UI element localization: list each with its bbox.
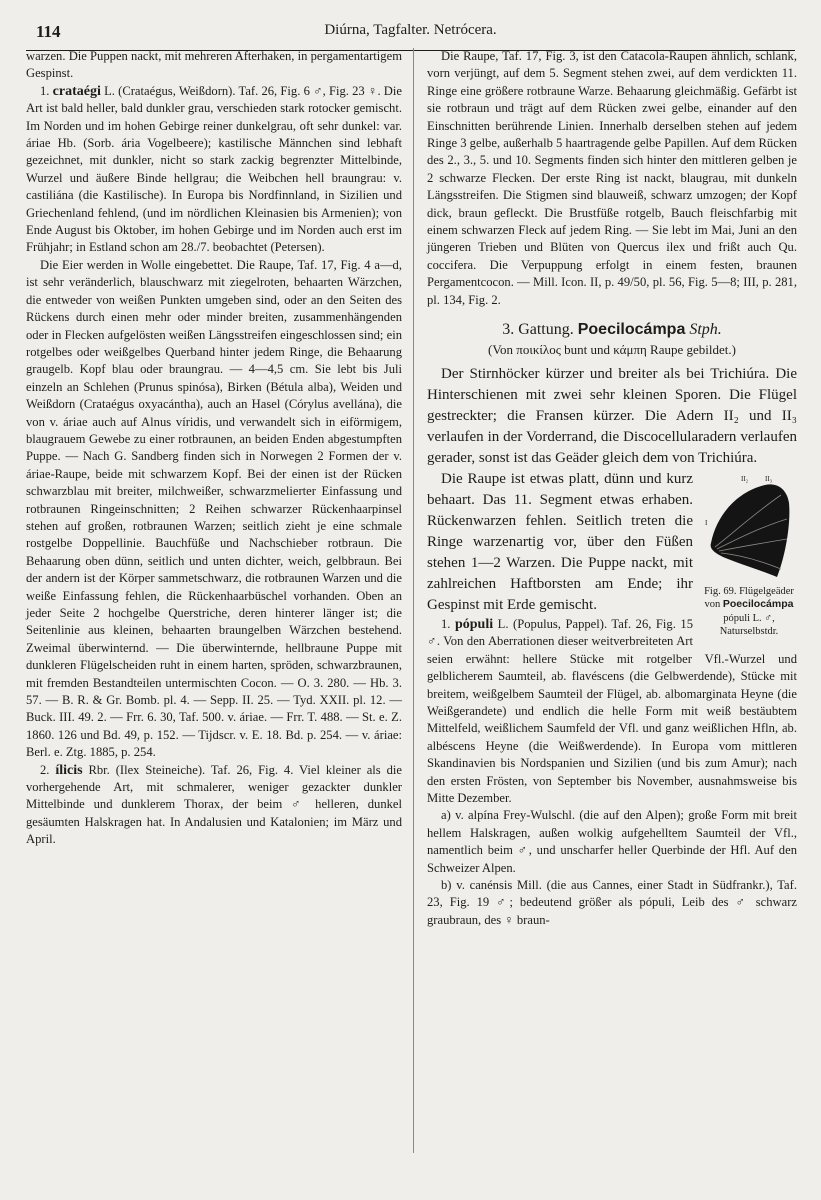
genus-etymology: (Von ποικίλος bunt und κάμπη Raupe gebildet.): [488, 341, 736, 357]
vein-label: I: [705, 518, 708, 527]
variety-alpina: a) v. alpína Frey-Wulschl. (die auf den Alpen); große Form mit breit hellem Halskragen, außen wolkig aufgehelltem Saumteil der Vfl., namentlich beim ♂, und unscharfer heller Querbinde der Hfl. Auf den Schweizer Alpen.: [427, 808, 797, 875]
left-column: [26, 48, 402, 849]
species-entry-ilicis: [26, 762, 402, 849]
running-title: Diúrna, Tagfalter. Netrócera.: [324, 22, 497, 38]
species-text: L. (Populus, Pappel). Taf. 26, Fig. 15 ♂. Von den Aberrationen dieser weitverbreiteten Art seien erwähnt: hellere Stücke mit rotgelber Vfl.-Wurzel und gelblicherem Saumteil, ab. flavéscens (die Gelbwerdende), Stücke mit breitem, weißgelbem Saumteil der Flügel, ab. albomarginata Heyne (die Weißgerandete) und endlich die helle Form mit weiß bestäubtem Mittelfeld, weißlichem Saumfeld der Vfl. und ganz weißlichen Hfln, ab. albéscens Heyne (die Weißwerdende). In Europa vom mittleren Skandinavien bis Nordspanien und Sizilien (und bis zum Amur); nach den ersten Frösten, von September bis November, ausnahmsweise bis Mitte Dezember.: [427, 616, 797, 805]
genus-number: 3. Gattung.: [502, 321, 574, 339]
species-name: ílicis: [55, 762, 83, 778]
species-number: 1.: [40, 83, 50, 98]
vein-label: II₂: [741, 474, 749, 483]
paragraph-larva-ilicis: Die Raupe, Taf. 17, Fig. 3, ist den Catacola-Raupen ähnlich, schlank, vorn verjüngt, auf dem 5. Segment stehen zwei, auf dem verdickten 11. Ringe eine größere rotbraune Warze. Behaarung gleichmäßig. Gefärbt ist sie rotbraun und trägt auf dem Rücken zwei gelbe, einander auf den Einschnitten berührende Linien. Innerhalb derselben stehen auf jedem Ringe 3 gelbe, außerhalb 5 haartragende gelbe Papillen. Auf dem Rücken des 2., 3., 5. und 10. Segments finden sich hinter den mittleren gelben je 2 schwarze Flecken. Der erste Ring ist nackt, blaugrau, mit dunkeln Längsstreifen. Die Stigmen sind blauweiß, schwarz umzogen; der Kopf dick, braun gefleckt. Die Brustfüße rotgelb, Bauch fleischfarbig mit einem schwarzen Fleck auf jedem Ring. — Sie lebt im Mai, Juni an den jüngeren Trieben und Blüten von Quercus ilex und frißt auch Qu. coccifera. Die Verpuppung erfolgt in einem festen, braunen Pergamentcocon. — Mill. Icon. II, p. 49/50, pl. 56, Fig. 5—8; III, p. 281, pl. 134, Fig. 2.: [427, 49, 797, 307]
figure-wing-venation: [701, 473, 797, 639]
column-divider: [413, 48, 414, 1153]
variety-canensis: b) v. canénsis Mill. (die aus Cannes, einer Stadt in Südfrankr.), Taf. 23, Fig. 19 ♂; bedeutend größer als pópuli, Leib des ♂ schwarz graubraun, des ♀ braun-: [427, 878, 797, 927]
paragraph-genus-description: Der Stirnhöcker kürzer und breiter als bei Trichiúra. Die Hinterschienen mit zwei sehr kleinen Sporen. Die Flügel gestreckter; die Fransen kürzer. Die Adern II₂ und II₃ verlaufen in der Vorderrand, die Discocellularadern verlaufen gerader, sonst ist das Geäder gleich dem von Trichiúra.: [427, 365, 797, 466]
species-entry-populi: [427, 616, 797, 807]
species-number: 1.: [441, 616, 451, 631]
page-header: [26, 18, 795, 44]
caption-genus: Poecilocámpa: [722, 598, 794, 611]
wing-venation-image: [703, 473, 795, 585]
vein-label: II₃: [765, 474, 773, 483]
caption-prefix: Fig. 69. Flügelgeäder von: [704, 585, 794, 611]
species-name: pópuli: [454, 616, 494, 632]
genus-heading: [427, 321, 797, 338]
genus-name: Poecilocámpa: [577, 321, 686, 339]
right-column: [427, 48, 797, 929]
species-text: L. (Crataégus, Weißdorn). Taf. 26, Fig. 6 ♂, Fig. 23 ♀. Die Art ist bald heller, bald dunkler grau, verschieden stark rotocker gemischt. Im Norden und im hohen Gebirge reiner dunkelgrau, oft sehr dunkel: var. áriae Hb. (Sorb. ária Vogelbeere); kastilische Männchen sind lebhaft gezeichnet, mit dunkler, nicht so stark zackig begrenzter Mittelbinde, Wurzel und äußere Binde hellgrau; die Weibchen hell braungrau: v. castiliána (die Kastilische). In Europa bis Nordfinnland, in Sizilien und Griechenland fehlend, (und im nördlichen Kleinasien bis Armenien); von Ende August bis Oktober, im hohen Gebirge und im Norden auch erst im Frühjahr; in Estland schon am 28./7. beobachtet (Petersen).: [26, 83, 402, 255]
paragraph-eggs-larva: Die Eier werden in Wolle eingebettet. Die Raupe, Taf. 17, Fig. 4 a—d, ist sehr veränderlich, blauschwarz mit ziegelroten, behaarten Wärzchen, die entweder von weißen Punkten umgeben sind, oder an den Seiten des Rückens durch einen mehr oder minder breiten, zusammenhängenden oder in Flecken aufgelösten weißen Längsstreifen eingeschlossen sind; ein rotgelbes oder weißgelbes Querband hinter jedem Ringe, die Behaarung graugelb. Kopf blau oder braungrau. — 4—4,5 cm. Sie lebt bis Juli einzeln an Schlehen (Prunus spinósa), Birken (Bétula alba), Weiden und Weißdorn (Crataégus oxyacántha), auch an Hasel (Córylus avellána), die von v. áriae auch auf Alnus víridis, und verwandelt sich in eiförmigem, blaugrauem Gewebe zu einer rotbraunen, an beiden Enden abgestumpften Puppe. — Nach G. Sandberg finden sich in Norwegen 2 Formen der v. áriae-Raupe, beide mit schwarzem Kopf. Bei der einen ist der Rücken schwarzblau mit breiter, milchweißer, schwarzmelierter Einfassung und rotbraunen Ringeinschnitten; 2 Reihen schwarzer Rückenhaarpinsel stehen auf großen, rotbraunen Warzen; seitlich zieht je eine schmale rostgelbe Doppellinie. Bauchfüße und Nachschieber rotbraun. Die Behaarung oben dünn, seitlich und unten dichter, weich, gelbbraun. Bei der andern ist der Körper sammetschwarz, die rotbraunen Warzen und die weiße Einfassung fehlen, die Rückenhaarbüschel vorhanden. Oben an jeder Seite 2 hochgelbe Querstriche, deren hinterer länger ist; die Seitenlinie aus kleinen, behaarten braungelben Wärzchen bestehend. Zweimal überwinternd. — Die überwinternde, hellbraune Puppe mit dunkleren Flügelscheiden ruht in einem harten, spröden, schwarzbraunen, mit fremden Bestandteilen untermischten Cocon. — O. 3. 280. — Hb. 3. 57. — B. R. & Gr. Bomb. pl. 4. — Sepp. II. 25. — Tyd. XXII. pl. 12. — Buck. III. 49. 2. — Frr. 6. 30, Taf. 500. v. áriae. — Frr. T. 488. — St. e. Z. 1860. 126 und Bd. 49, p. 152. — Tijdscr. v. E. 18. Bd. p. 254. — v. áriae: Berl. e. Ztg. 1885, p. 254.: [26, 257, 402, 760]
species-entry-crataegi: [26, 83, 402, 257]
caption-suffix: pópuli L. ♂, Naturselbstdr.: [719, 612, 779, 638]
genus-author: Stph.: [689, 321, 722, 339]
genus-description-block: [427, 364, 797, 807]
page-number: 114: [36, 22, 61, 41]
species-name: crataégi: [52, 83, 101, 99]
paragraph-pupae: warzen. Die Puppen nackt, mit mehreren Afterhaken, in pergamentartigem Gespinst.: [26, 49, 402, 81]
figure-caption: [701, 585, 797, 639]
species-number: 2.: [40, 762, 50, 777]
paragraph-genus-larva: Die Raupe ist etwas platt, dünn und kurz behaart. Das 11. Segment etwas erhaben. Rückenwarzen fehlen. Seitlich treten die Ringe warzenartig vor, über den Füßen stehen 1—2 Warzen. Die Puppe nackt, mit zahlreichen Haftborsten am Ende; ihr Gespinst mit Erde gemischt.: [427, 470, 693, 613]
species-text: Rbr. (Ilex Steineiche). Taf. 26, Fig. 4. Viel kleiner als die vorhergehende Art, mit schmalerer, weniger gezackter dunkler Mittelbinde und dunklerem Thorax, der beim ♂ helleren, dunkel gesäumten Halskragen hat. In Andalusien und Katalonien; im März und April.: [26, 762, 402, 847]
